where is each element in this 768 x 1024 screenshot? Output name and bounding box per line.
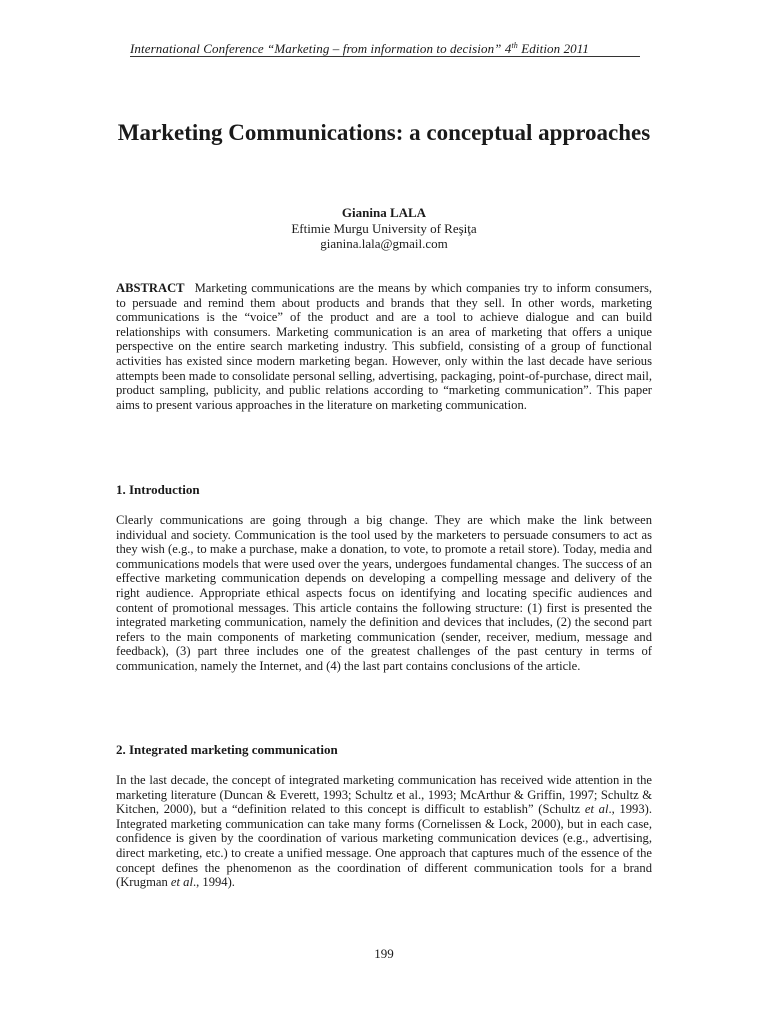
section-paragraph-introduction: Clearly communications are going through a big change. They are which make the link between individual and society. Communication is the tool used by the marketers to persuade consumers to act as they wish (e.g., to make a purchase, make a donation, to vote, to promote a retail store). Today, media and communications models that were used over the years, undergoes fundamental changes. The success of an effective marketing communication depends on developing a compelling message and delivery of the right audience. Appropriate ethical aspects focus on identifying and locating specific audiences and content of promotional messages. This article contains the following structure: (1) first is presented the integrated marketing communication, namely the definition and devices that includes, (2) the second part refers to the main components of marketing communication (sender, receiver, medium, message and feedback), (3) part three includes one of the greatest challenges of the past century in terms of communication, namely the Internet, and (4) the last part contains conclusions of the article. <box>116 513 652 673</box>
abstract-text: Marketing communications are the means by which companies try to inform consumers, to persuade and remind them about products and brands that they sell. In other words, marketing communications is the “voice” of the product and are a tool to achieve dialogue and can build relationships with consumers. Marketing communication is an area of marketing that offers a unique perspective on the entire search marketing industry. This subfield, consisting of a group of functional activities has existed since modern marketing began. However, only within the last decade have serious attempts been made to consolidate personal selling, advertising, packaging, point-of-purchase, direct mail, product sampling, publicity, and public relations according to “marketing communication”. This paper aims to present various approaches in the literature on marketing communication. <box>116 281 652 412</box>
author-affiliation: Eftimie Murgu University of Reşiţa <box>291 220 477 236</box>
author-email: gianina.lala@gmail.com <box>320 236 448 251</box>
author-name: Gianina LALA <box>341 205 427 220</box>
section-paragraph-integrated-marketing-communication <box>116 773 652 890</box>
section-heading-introduction: 1. Introduction <box>116 482 200 497</box>
page-number: 199 <box>374 946 394 961</box>
citation-et-al: et al <box>170 875 193 890</box>
abstract-label: ABSTRACT <box>116 281 185 295</box>
paragraph-part: ., 1994). <box>192 875 235 890</box>
abstract <box>116 281 652 412</box>
paper-title: Marketing Communications: a conceptual approaches <box>117 120 651 145</box>
author-block <box>184 205 584 252</box>
running-header <box>130 41 640 57</box>
paragraph-part: ., 1993). Integrated marketing communication can take many forms (Cornelissen & Lock, 2000), but in each case, confidence is given by the coordination of various marketing communication devices (e.g., advertising, direct marketing, etc.) to create a unified message. One approach that captures much of the essence of the concept defines the phenomenon as the coordination of different communication tools for a brand (Krugman <box>116 802 652 890</box>
paragraph-part: In the last decade, the concept of integrated marketing communication has received wide attention in the marketing literature (Duncan & Everett, 1993; Schultz et al., 1993; McArthur & Griffin, 1997; Schultz & Kitchen, 2000), but a “definition related to this concept is difficult to establish” (Schultz <box>116 773 652 817</box>
running-header-pre: International Conference “Marketing – from information to decision” 4 <box>130 41 512 56</box>
citation-et-al: et al <box>584 802 609 817</box>
header-underline <box>130 56 640 57</box>
section-heading-integrated-marketing-communication: 2. Integrated marketing communication <box>116 742 338 757</box>
running-header-post: Edition 2011 <box>517 41 590 56</box>
running-header-sup: th <box>511 41 518 50</box>
